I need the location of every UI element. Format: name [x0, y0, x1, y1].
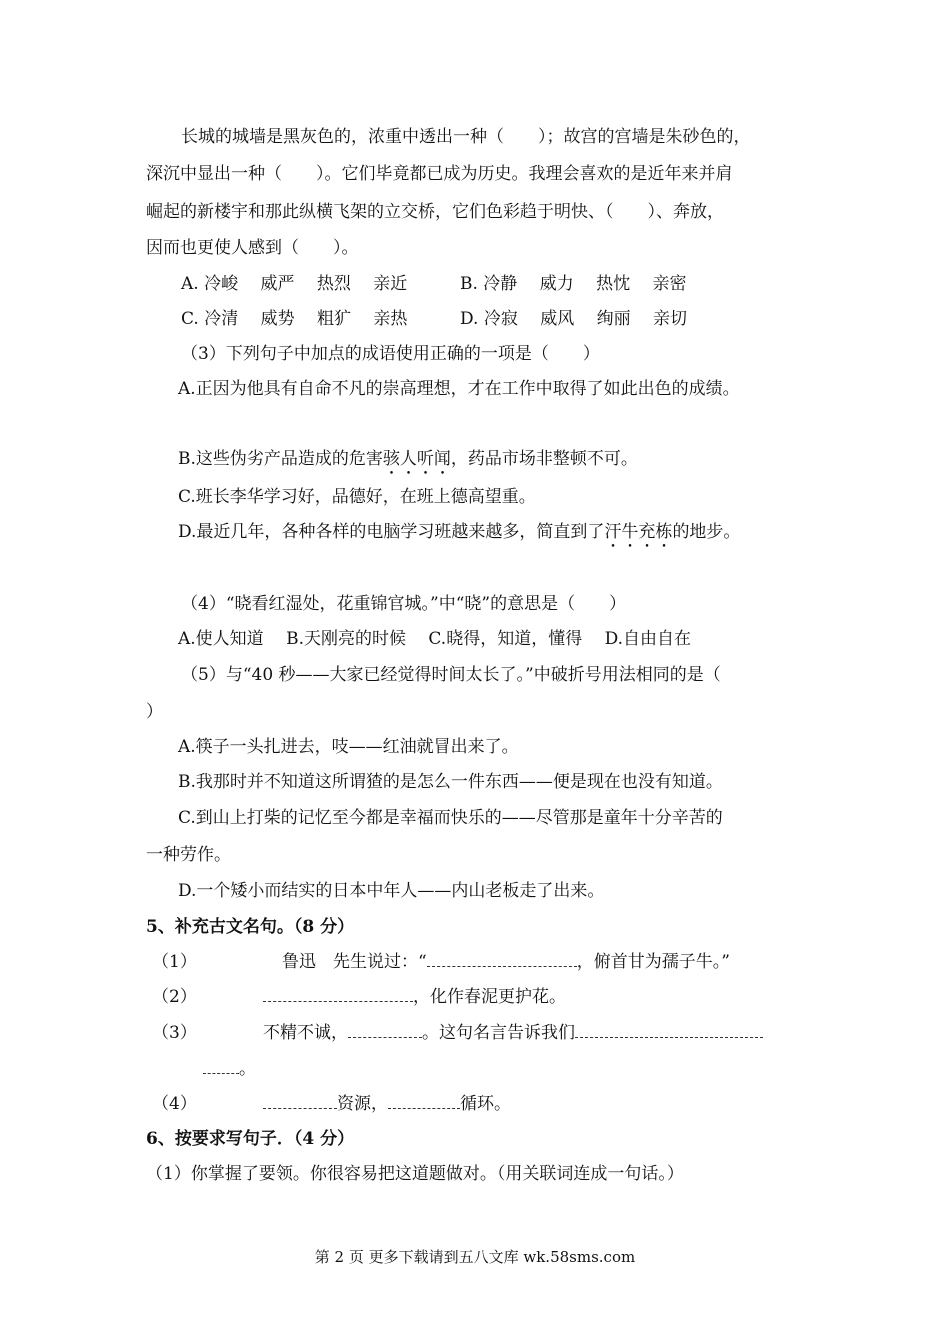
- item-3-text: 不精不诚，: [263, 1023, 348, 1043]
- option-b: B. 冷静 威力 热忱 亲密: [460, 274, 687, 294]
- question-5-stem-end: ）: [146, 702, 163, 722]
- passage-line-2: 深沉中显出一种（ ）。它们毕竟都已成为历史。我理会喜欢的是近年来并肩: [146, 164, 733, 184]
- question-4-stem: （4）“晓看红湿处，花重锦官城。”中“晓”的意思是（ ）: [181, 594, 627, 614]
- page-footer: 第 2 页 更多下载请到五八文库 wk.58sms.com: [314, 1248, 636, 1266]
- passage-line-3: 崛起的新楼宇和那此纵横飞架的立交桥，它们色彩趋于明快、（ ）、奔放，: [146, 202, 724, 222]
- option-d: D. 冷寂 威风 绚丽 亲切: [460, 309, 688, 329]
- section-5-title: 5、补充古文名句。（8 分）: [146, 917, 355, 937]
- dotted-idiom: 骇人听闻: [382, 449, 451, 469]
- option-c: C. 冷清 威势 粗犷 亲热: [181, 309, 408, 329]
- option-b-text-end: ，药品市场非整顿不可。: [450, 449, 638, 469]
- question-3-option-c: C.班长李华学习好，品德好，在班上德高望重。: [178, 487, 536, 507]
- passage-line-1: 长城的城墙是黑灰色的，浓重中透出一种（ ）；故宫的宫墙是朱砂色的，: [181, 127, 751, 147]
- question-4-options: A.使人知道 B.天刚亮的时候 C.晓得，知道，懂得 D.自由自在: [178, 629, 692, 649]
- item-2-text: ，化作春泥更护花。: [413, 987, 566, 1007]
- fill-blank[interactable]: [203, 1057, 239, 1074]
- option-a: A. 冷峻 威严 热烈 亲近: [181, 274, 408, 294]
- item-1-text: 鲁迅 先生说过：“: [282, 952, 427, 972]
- fill-blank[interactable]: [427, 950, 577, 967]
- item-4: [263, 1092, 511, 1116]
- section-6-title: 6、按要求写句子．（4 分）: [146, 1129, 355, 1149]
- option-d-text: D.最近几年，各种各样的电脑学习班越来越多，简直到了: [178, 522, 605, 542]
- fill-blank[interactable]: [263, 985, 413, 1002]
- item-1: [282, 950, 730, 974]
- question-5-option-c: C.到山上打柴的记忆至今都是幸福而快乐的——尽管那是童年十分辛苦的: [178, 808, 723, 828]
- item-2: [263, 985, 566, 1009]
- section-6-question-1: （1）你掌握了要领。你很容易把这道题做对。（用关联词连成一句话。）: [146, 1164, 684, 1184]
- item-4-text-end: 循环。: [460, 1094, 511, 1114]
- question-5-stem: （5）与“40 秒——大家已经觉得时间太长了。”中破折号用法相同的是（: [181, 665, 721, 685]
- dotted-idiom: 汗牛充栋: [604, 522, 673, 542]
- item-2-number: （2）: [152, 987, 197, 1007]
- item-1-number: （1）: [152, 952, 197, 972]
- item-4-text: 资源，: [337, 1094, 388, 1114]
- passage-line-4: 因而也更使人感到（ ）。: [146, 238, 359, 258]
- item-3-cont: [203, 1057, 256, 1081]
- question-3-option-d: [178, 520, 740, 552]
- question-5-option-c-cont: 一种劳作。: [146, 845, 231, 865]
- question-5-option-d: D.一个矮小而结实的日本中年人——内山老板走了出来。: [178, 881, 605, 901]
- fill-blank[interactable]: [388, 1092, 460, 1109]
- question-3-stem: （3）下列句子中加点的成语使用正确的一项是（ ）: [181, 344, 600, 364]
- fill-blank[interactable]: [575, 1021, 763, 1038]
- option-b-text: B.这些伪劣产品造成的危害: [178, 449, 383, 469]
- question-5-option-a: A.筷子一头扎进去，吱——红油就冒出来了。: [178, 737, 519, 757]
- option-d-text-end: 的地步。: [672, 522, 741, 542]
- question-5-option-b: B.我那时并不知道这所谓猹的是怎么一件东西——便是现在也没有知道。: [178, 772, 723, 792]
- item-4-number: （4）: [152, 1094, 197, 1114]
- item-3-text-mid: 。这句名言告诉我们: [422, 1023, 575, 1043]
- fill-blank[interactable]: [263, 1092, 337, 1109]
- question-3-option-a: A.正因为他具有自命不凡的崇高理想，才在工作中取得了如此出色的成绩。: [178, 379, 740, 399]
- fill-blank[interactable]: [348, 1021, 422, 1038]
- item-1-text-end: ，俯首甘为孺子牛。”: [576, 952, 730, 972]
- question-3-option-b: [178, 447, 638, 479]
- item-3-number: （3）: [152, 1023, 197, 1043]
- item-3-text-end: 。: [239, 1059, 256, 1079]
- item-3: [263, 1021, 763, 1045]
